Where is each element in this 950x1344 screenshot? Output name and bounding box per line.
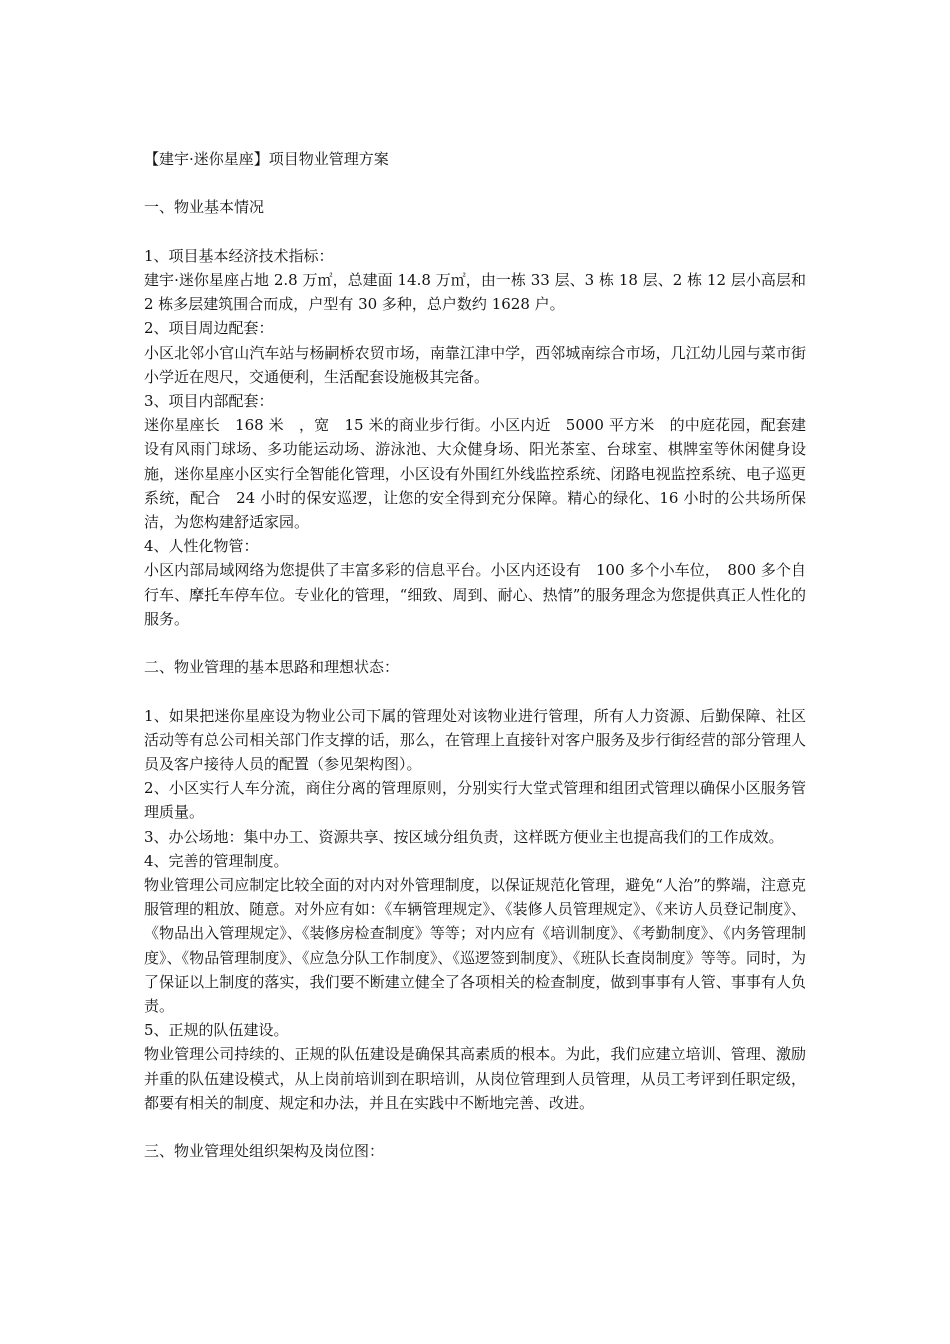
section1-item1-text: 建宇·迷你星座占地 2.8 万㎡，总建面 14.8 万㎡，由一栋 33 层、3 栋 18 层、2 栋 12 层小高层和 2 栋多层建筑围合而成，户型有 30 多种，总户数约 1628 户。 <box>144 270 806 314</box>
section1-item4-heading: 4、人性化物管： <box>144 537 259 556</box>
spacer <box>144 631 806 655</box>
section1-item1-heading: 1、项目基本经济技术指标： <box>144 246 334 265</box>
section2-item5-heading: 5、正规的队伍建设。 <box>144 1021 289 1040</box>
section2-item4-heading: 4、完善的管理制度。 <box>144 851 289 870</box>
section1-item2-heading: 2、项目周边配套： <box>144 319 274 338</box>
section2-item1-text: 1、如果把迷你星座设为物业公司下属的管理处对该物业进行管理，所有人力资源、后勤保障、社区活动等有总公司相关部门作支撑的话，那么，在管理上直接针对客户服务及步行街经营的部分管理人员及客户接待人员的配置（参见架构图）。 <box>144 706 806 774</box>
section2-item2-text: 2、小区实行人车分流，商住分离的管理原则，分别实行大堂式管理和组团式管理以确保小区服务管理质量。 <box>144 779 806 822</box>
spacer <box>144 1115 806 1139</box>
spacer <box>144 679 806 703</box>
section1-item2-text: 小区北邻小官山汽车站与杨嗣桥农贸市场，南靠江津中学，西邻城南综合市场，几江幼儿园与菜市街小学近在咫尺，交通便利，生活配套设施极其完备。 <box>144 343 806 386</box>
section3-heading: 三、物业管理处组织架构及岗位图： <box>144 1142 385 1161</box>
spacer <box>144 171 806 195</box>
section1-item3-heading: 3、项目内部配套： <box>144 392 274 410</box>
section1-item3-text: 迷你星座长 168 米 ，宽 15 米的商业步行街。小区内近 5000 平方米 的中庭花园，配套建设有风雨门球场、多功能运动场、游泳池、大众健身场、阳光茶室、台球室、棋牌室等休闲健身设施，迷你星座小区实行全智能化管理，小区设有外围红外线监控系统、闭路电视监控系统、电子巡更系统，配合 24 小时的保安巡逻，让您的安全得到充分保障。精心的绿化、16 小时的公共场所保洁，为您构建舒适家园。 <box>144 416 806 532</box>
section2-item4-text: 物业管理公司应制定比较全面的对内对外管理制度，以保证规范化管理，避免“人治”的弊端，注意克服管理的粗放、随意。对外应有如：《车辆管理规定》、《装修人员管理规定》、《来访人员登记制度》、《物品出入管理规定》、《装修房检查制度》等等；对内应有《培训制度》、《考勤制度》、《内务管理制度》、《物品管理制度》、《应急分队工作制度》、《巡逻签到制度》、《班队长查岗制度》等等。同时，为了保证以上制度的落实，我们要不断建立健全了各项相关的检查制度，做到事事有人管、事事有人负责。 <box>144 876 806 1016</box>
section2-item3-text: 3、办公场地：集中办工、资源共享、按区域分组负责，这样既方便业主也提高我们的工作成效。 <box>144 827 784 846</box>
document-title: 【建宇·迷你星座】项目物业管理方案 <box>144 150 389 168</box>
section1-heading: 一、物业基本情况 <box>144 198 265 217</box>
section2-item5-text: 物业管理公司持续的、正规的队伍建设是确保其高素质的根本。为此，我们应建立培训、管理、激励并重的队伍建设模式，从上岗前培训到在职培训，从岗位管理到人员管理，从员工考评到任职定级，都要有相关的制度、规定和办法，并且在实践中不断地完善、改进。 <box>144 1045 806 1112</box>
spacer <box>144 220 806 244</box>
section2-heading: 二、物业管理的基本思路和理想状态： <box>144 658 400 677</box>
document-page <box>144 147 806 1163</box>
section1-item4-text: 小区内部局域网络为您提供了丰富多彩的信息平台。小区内还设有 100 多个小车位， 800 多个自行车、摩托车停车位。专业化的管理，“细致、周到、耐心、热情”的服务理念为您提供真正人性化的服务。 <box>144 561 806 628</box>
